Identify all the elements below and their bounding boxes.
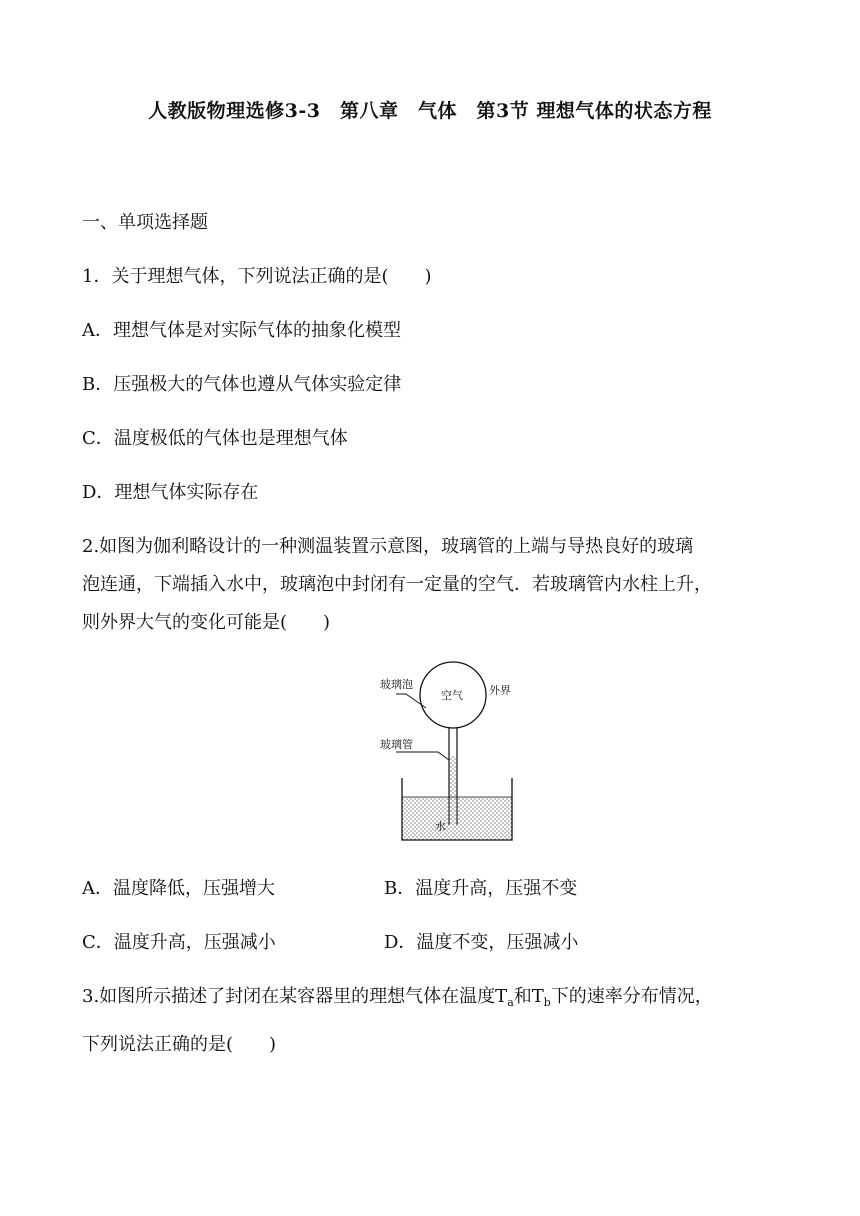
question-1-option-d: D．理想气体实际存在	[82, 482, 259, 503]
label-outside: 外界	[489, 684, 511, 697]
beaker-water	[403, 797, 512, 839]
question-1-option-b: B．压强极大的气体也遵从气体实验定律	[82, 374, 402, 395]
question-2-stem-line-2: 泡连通，下端插入水中，玻璃泡中封闭有一定量的空气．若玻璃管内水柱上升，	[82, 574, 712, 595]
question-2-option-a: A．温度降低，压强增大	[82, 878, 275, 899]
question-1-option-c: C．温度极低的气体也是理想气体	[82, 428, 348, 449]
question-3-stem-line-1: 3.如图所示描述了封闭在某容器里的理想气体在温度$T_a$和$T_b$下的速率分布情况，	[82, 986, 713, 1009]
question-2-option-b: B．温度升高，压强不变	[384, 878, 578, 899]
question-3-stem-line-2: 下列说法正确的是( )	[82, 1034, 277, 1055]
question-1-option-a: A．理想气体是对实际气体的抽象化模型	[82, 320, 401, 341]
thermoscope-figure	[368, 660, 528, 842]
question-2-option-c: C．温度升高，压强减小	[82, 932, 276, 953]
label-glass-bulb: 玻璃泡	[380, 678, 413, 691]
section-heading: 一、单项选择题	[82, 212, 208, 233]
label-air: 空气	[441, 689, 463, 702]
question-2-option-d: D．温度不变，压强减小	[384, 932, 579, 953]
page-title: 人教版物理选修3-3 第八章 气体 第3节 理想气体的状态方程	[148, 100, 712, 122]
tube-leader-line	[396, 752, 449, 760]
question-2-stem-line-3: 则外界大气的变化可能是( )	[82, 612, 331, 633]
subscript-b: b	[543, 996, 551, 1009]
label-glass-tube: 玻璃管	[380, 738, 413, 751]
label-water: 水	[435, 820, 446, 833]
subscript-a: a	[507, 996, 514, 1009]
question-1-stem: 1．关于理想气体，下列说法正确的是( )	[82, 266, 432, 287]
question-2-stem-line-1: 2.如图为伽利略设计的一种测温装置示意图，玻璃管的上端与导热良好的玻璃	[82, 536, 694, 557]
